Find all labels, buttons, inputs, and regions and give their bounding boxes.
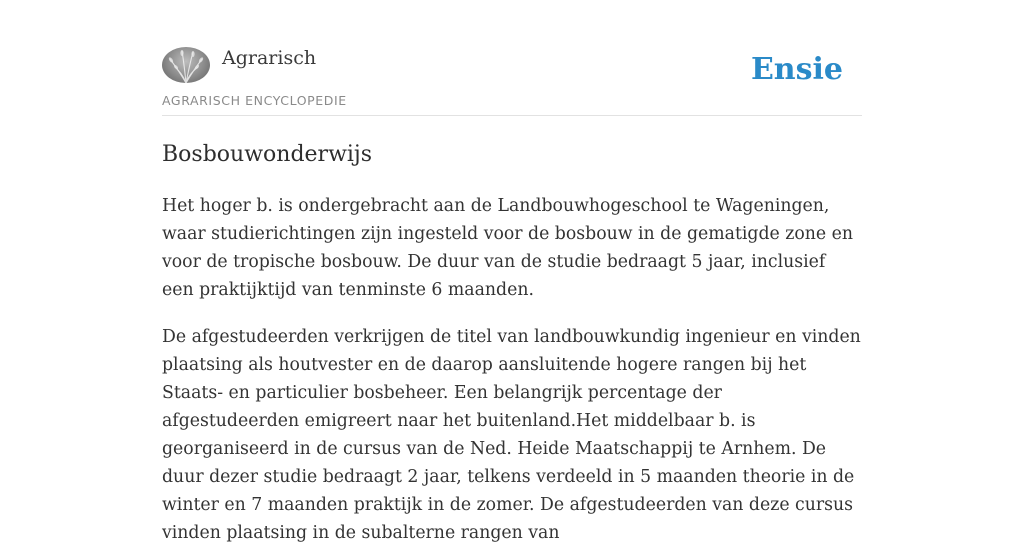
wheat-logo-icon[interactable]: [162, 47, 210, 83]
site-header: [162, 0, 862, 116]
article-paragraph: Het hoger b. is ondergebracht aan de Landbouwhogeschool te Wageningen, waar studierichtingen zijn ingesteld voor de bosbouw in de gematigde zone en voor de tropische bosbouw. De duur van de studie bedraagt 5 jaar, inclusief een praktijktijd van tenminste 6 maanden.: [162, 196, 853, 300]
wheat-logo-graphic: [162, 47, 210, 83]
article-paragraph: De afgestudeerden verkrijgen de titel van landbouwkundig ingenieur en vinden plaatsing als houtvester en de daarop aansluitende hogere rangen bij het Staats- en particulier bosbeheer. Een belangrijk percentage der afgestudeerden emigreert naar het buitenland.Het middelbaar b. is georganiseerd in de cursus van de Ned. Heide Maatschappij te Arnhem. De duur dezer studie bedraagt 2 jaar, telkens verdeeld in 5 maanden theorie in de winter en 7 maanden praktijk in de zomer. De afgestudeerden van deze cursus vinden plaatsing in de subalterne rangen van: [162, 327, 861, 543]
article-title: Bosbouwonderwijs: [162, 142, 373, 167]
brand-logo[interactable]: Ensie: [750, 52, 843, 87]
encyclopedia-label[interactable]: AGRARISCH ENCYCLOPEDIE: [162, 93, 347, 108]
source-name[interactable]: Agrarisch: [222, 47, 317, 69]
content-column: [162, 0, 862, 543]
